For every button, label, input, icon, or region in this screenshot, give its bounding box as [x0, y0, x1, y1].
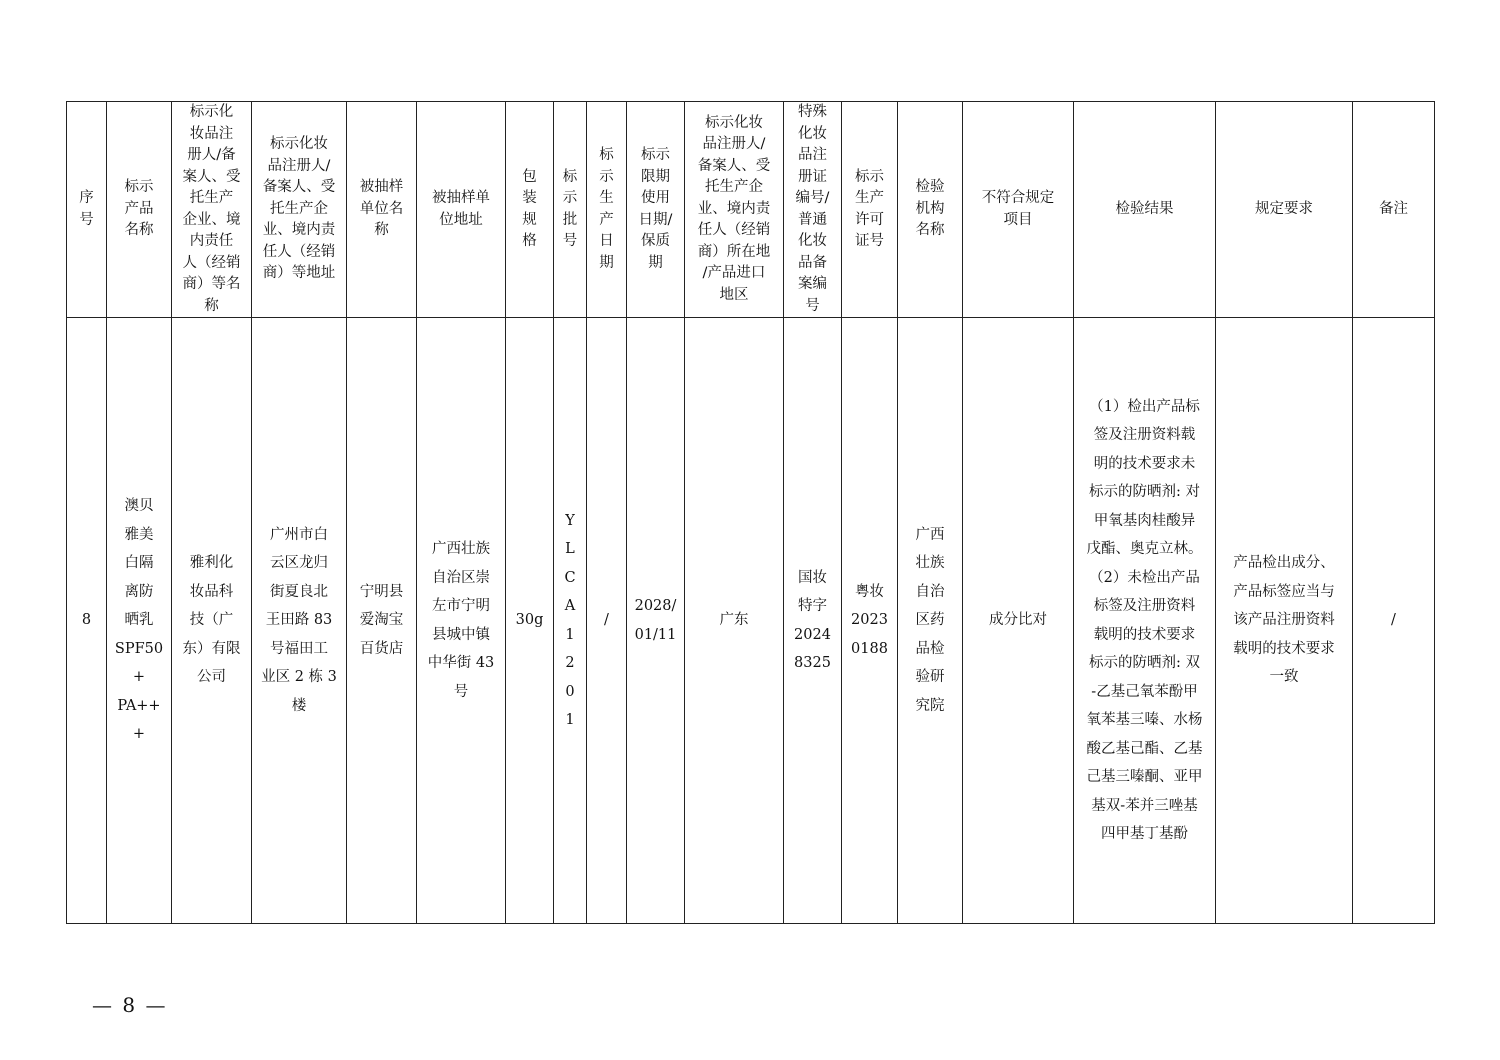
header-text: 标示化妆 品注册人/ 备案人、受 托生产企 业、境内责 任人（经销 商）所在地 /产品进口 地区 — [697, 114, 771, 303]
header-cell-license-number — [842, 102, 898, 318]
inspection-table — [66, 101, 1435, 924]
cell-registrant-address — [252, 318, 347, 924]
header-text: 标示化妆 品注册人/ 备案人、受 托生产企 业、境内责 任人（经销 商）等地址 — [262, 136, 336, 282]
cell-nonconforming-item — [963, 318, 1074, 924]
header-text: 标示 产品 名称 — [124, 179, 154, 239]
header-cell-origin-region — [685, 102, 784, 318]
header-cell-sampled-address — [417, 102, 506, 318]
page-number: — 8 — — [92, 993, 168, 1017]
cell-text: 8 — [81, 612, 92, 629]
cell-text: 澳贝 雅美 白隔 离防 晒乳 SPF50 + PA++ + — [114, 498, 164, 743]
cell-index — [67, 318, 107, 924]
header-cell-product-name — [107, 102, 172, 318]
cell-batch-number — [554, 318, 587, 924]
header-text: 标 示 生 产 日 期 — [599, 147, 614, 271]
header-cell-registration-number — [784, 102, 842, 318]
header-text: 标示 限期 使用 日期/ 保质 期 — [638, 147, 673, 271]
header-text: 备注 — [1379, 200, 1408, 217]
cell-text: 广西 壮族 自治 区药 品检 验研 究院 — [915, 526, 945, 714]
cell-text: / — [604, 612, 609, 629]
cell-production-date — [587, 318, 627, 924]
header-text: 被抽样 单位名 称 — [359, 179, 404, 239]
header-cell-inspection-result — [1074, 102, 1216, 318]
cell-inspection-result — [1074, 318, 1216, 924]
cell-text: 雅利化 妆品科 技（广 东）有限 公司 — [182, 555, 241, 686]
cell-inspection-agency — [898, 318, 963, 924]
cell-requirement — [1216, 318, 1353, 924]
header-cell-expiry-date — [627, 102, 685, 318]
header-cell-production-date — [587, 102, 627, 318]
header-text: 检验结果 — [1115, 200, 1174, 217]
table-row — [67, 318, 1435, 924]
cell-expiry-date — [627, 318, 685, 924]
header-cell-package-spec — [506, 102, 554, 318]
cell-text: 产品检出成分、 产品标签应当与 该产品注册资料 载明的技术要求 一致 — [1233, 555, 1335, 686]
header-text: 包 装 规 格 — [522, 168, 537, 249]
header-cell-index — [67, 102, 107, 318]
header-text: 被抽样单 位地址 — [432, 190, 490, 228]
header-text: 特殊 化妆 品注 册证 编号/ 普通 化妆 品备 案编 号 — [795, 104, 830, 314]
cell-registration-number — [784, 318, 842, 924]
cell-text: 2028/ 01/11 — [634, 598, 677, 643]
cell-text: 30g — [515, 612, 544, 629]
header-text: 标示 生产 许可 证号 — [855, 168, 884, 249]
header-text: 不符合规定 项目 — [981, 190, 1055, 228]
cell-package-spec — [506, 318, 554, 924]
cell-origin-region — [685, 318, 784, 924]
cell-text: 广西壮族 自治区崇 左市宁明 县城中镇 中华街 43 号 — [427, 541, 495, 700]
header-cell-nonconforming-item — [963, 102, 1074, 318]
header-cell-sampled-unit — [347, 102, 417, 318]
header-cell-remarks — [1353, 102, 1435, 318]
cell-text: （1）检出产品标 签及注册资料载 明的技术要求未 标示的防晒剂: 对 甲氧基肉桂酸异 戊酯、奥克立林。 （2）未检出产品 标签及注册资料 载明的技术要求 标示的防晒剂: 双 -乙基己氧苯酚甲 氧苯基三嗪、水杨 酸乙基己酯、乙基 己基三嗪酮、亚甲 基双-苯并三唑基 四甲基丁基酚 — [1086, 398, 1203, 842]
header-text: 标 示 批 号 — [562, 168, 578, 249]
cell-license-number — [842, 318, 898, 924]
header-cell-inspection-agency — [898, 102, 963, 318]
header-cell-requirement — [1216, 102, 1353, 318]
header-cell-registrant-name — [172, 102, 252, 318]
header-text: 检验 机构 名称 — [915, 179, 945, 239]
header-text: 序 号 — [79, 190, 94, 228]
cell-text: 宁明县 爱淘宝 百货店 — [359, 583, 404, 657]
header-cell-registrant-address — [252, 102, 347, 318]
header-cell-batch-number — [554, 102, 587, 318]
cell-text: 广东 — [719, 612, 749, 629]
header-text: 标示化 妆品注 册人/备 案人、受 托生产 企业、境 内责任 人（经销 商）等名 称 — [182, 104, 241, 314]
cell-registrant-name — [172, 318, 252, 924]
cell-text: 粤妆 2023 0188 — [851, 583, 888, 657]
cell-text: 国妆 特字 2024 8325 — [794, 569, 831, 671]
cell-text: 广州市白 云区龙归 街夏良北 王田路 83 号福田工 业区 2 栋 3 楼 — [261, 526, 337, 714]
cell-text: 成分比对 — [989, 612, 1047, 629]
header-text: 规定要求 — [1255, 200, 1313, 217]
cell-product-name — [107, 318, 172, 924]
header-row — [67, 102, 1435, 318]
cell-sampled-address — [417, 318, 506, 924]
cell-sampled-unit — [347, 318, 417, 924]
cell-remarks — [1353, 318, 1435, 924]
cell-text: / — [1391, 612, 1396, 629]
cell-text: Y L C A 1 2 0 1 — [564, 512, 576, 728]
